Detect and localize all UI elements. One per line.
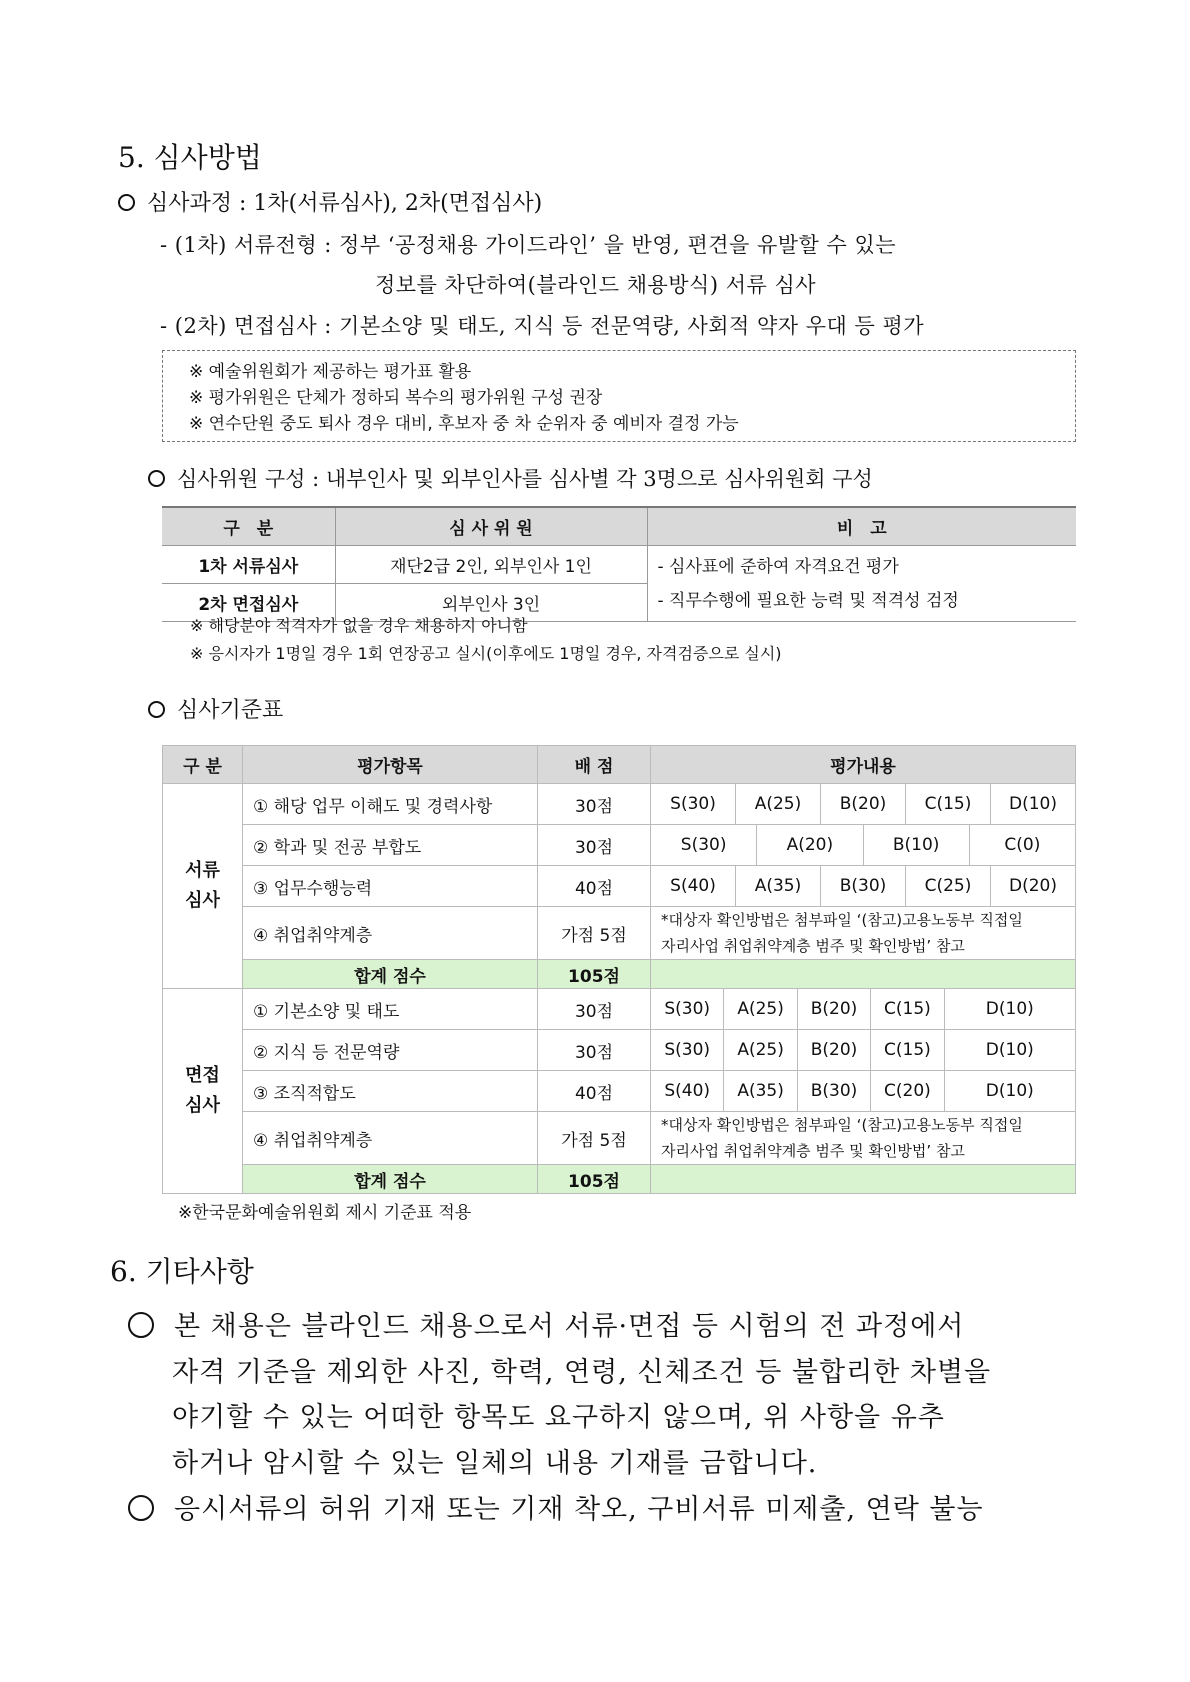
criteria-score: 30점 — [538, 825, 651, 866]
committee-header-remarks: 비 고 — [647, 507, 1076, 546]
process-heading-text: 심사과정 : 1차(서류심사), 2차(면접심사) — [147, 191, 543, 216]
hollow-bullet-icon — [118, 194, 135, 211]
criteria-item: ② 지식 등 전문역량 — [243, 1030, 538, 1071]
criteria-header-score: 배 점 — [538, 746, 651, 784]
committee-header-members: 심 사 위 원 — [335, 507, 647, 546]
remark-line: - 직무수행에 필요한 능력 및 적격성 검정 — [657, 590, 959, 611]
committee-heading-text: 심사위원 구성 : 내부인사 및 외부인사를 심사별 각 3명으로 심사위원회 구성 — [177, 467, 873, 491]
sum-label: 합계 점수 — [243, 1165, 538, 1194]
criteria-item: ④ 취업취약계층 — [243, 1112, 538, 1165]
criteria-score: 30점 — [538, 989, 651, 1030]
criteria-heading-text: 심사기준표 — [177, 698, 284, 723]
paragraph-1-line: 자격 기준을 제외한 사진, 학력, 연령, 신체조건 등 불합리한 차별을 — [172, 1357, 992, 1388]
section-5-title: 5. 심사방법 — [118, 141, 262, 174]
grade-cell: A(35) — [724, 1071, 797, 1111]
grade-cell: D(10) — [985, 1040, 1034, 1060]
remark-line: - 심사표에 준하여 자격요건 평가 — [657, 556, 899, 577]
paragraph-1-line: 하거나 암시할 수 있는 일체의 내용 기재를 금합니다. — [172, 1448, 818, 1479]
committee-members: 외부인사 3인 — [335, 584, 647, 622]
grade-cell: B(20) — [798, 1030, 871, 1070]
criteria-grades — [651, 1030, 1076, 1071]
grade-cell: C(0) — [1004, 835, 1041, 855]
grade-cell: B(10) — [864, 825, 970, 865]
committee-note: ※ 해당분야 적격자가 없을 경우 채용하지 아니함 — [190, 616, 528, 635]
committee-header-category: 구 분 — [162, 507, 335, 546]
grade-cell: A(25) — [736, 784, 821, 824]
sum-empty — [651, 1165, 1076, 1194]
note-item: ※ 예술위원회가 제공하는 평가표 활용 — [189, 362, 472, 382]
paragraph-2-line — [128, 1487, 984, 1526]
grade-cell: D(20) — [1009, 876, 1057, 896]
hollow-bullet-icon — [148, 470, 165, 487]
section-6-title: 6. 기타사항 — [110, 1255, 254, 1288]
criteria-item: ① 해당 업무 이해도 및 경력사항 — [243, 784, 538, 825]
criteria-grades — [651, 784, 1076, 825]
criteria-score: 30점 — [538, 1030, 651, 1071]
grade-cell: D(10) — [1009, 794, 1057, 814]
criteria-score: 40점 — [538, 866, 651, 907]
hollow-circle-bullet-icon — [128, 1312, 154, 1338]
memo-line: *대상자 확인방법은 첨부파일 ‘(참고)고용노동부 직접일 — [661, 1116, 1023, 1134]
memo-line: 자리사업 취업취약계층 범주 및 확인방법’ 참고 — [661, 1142, 965, 1160]
notes-box — [162, 350, 1076, 442]
criteria-grades — [651, 1071, 1076, 1112]
sum-empty — [651, 960, 1076, 989]
criteria-score: 가점 5점 — [538, 1112, 651, 1165]
criteria-score: 40점 — [538, 1071, 651, 1112]
criteria-table — [162, 745, 1076, 1194]
memo-line: *대상자 확인방법은 첨부파일 ‘(참고)고용노동부 직접일 — [661, 911, 1023, 929]
grade-cell: S(40) — [651, 866, 736, 906]
grade-cell: B(20) — [798, 989, 871, 1029]
sum-label: 합계 점수 — [243, 960, 538, 989]
grade-cell: S(30) — [651, 825, 757, 865]
grade-cell: A(25) — [724, 989, 797, 1029]
group-document-screening: 서류 심사 — [163, 784, 243, 989]
paragraph-1-line: 야기할 수 있는 어떠한 항목도 요구하지 않으며, 위 사항을 유추 — [172, 1402, 945, 1433]
grade-cell: D(10) — [985, 1081, 1034, 1101]
paragraph-1-line — [128, 1304, 964, 1343]
grade-cell: D(10) — [985, 999, 1034, 1019]
grade-cell: C(15) — [906, 784, 991, 824]
grade-cell: B(30) — [821, 866, 906, 906]
grade-cell: B(20) — [821, 784, 906, 824]
step1-line2: 정보를 차단하여(블라인드 채용방식) 서류 심사 — [375, 273, 817, 297]
note-item: ※ 연수단원 중도 퇴사 경우 대비, 후보자 중 차 순위자 중 예비자 결정 가능 — [189, 414, 739, 434]
hollow-bullet-icon — [148, 701, 165, 718]
grade-cell: S(30) — [651, 989, 724, 1029]
criteria-memo — [651, 1112, 1076, 1165]
grade-cell: C(15) — [871, 989, 944, 1029]
paragraph-1-text: 본 채용은 블라인드 채용으로서 서류·면접 등 시험의 전 과정에서 — [174, 1311, 965, 1342]
sum-value: 105점 — [538, 1165, 651, 1194]
committee-remarks — [647, 546, 1076, 622]
committee-members: 재단2급 2인, 외부인사 1인 — [335, 546, 647, 584]
committee-table — [162, 506, 1076, 622]
grade-cell: C(20) — [871, 1071, 944, 1111]
hollow-circle-bullet-icon — [128, 1495, 154, 1521]
memo-line: 자리사업 취업취약계층 범주 및 확인방법’ 참고 — [661, 937, 965, 955]
committee-heading — [148, 463, 873, 493]
criteria-item: ④ 취업취약계층 — [243, 907, 538, 960]
grade-cell: S(30) — [651, 784, 736, 824]
criteria-item: ③ 업무수행능력 — [243, 866, 538, 907]
grade-cell: A(20) — [757, 825, 863, 865]
criteria-item: ① 기본소양 및 태도 — [243, 989, 538, 1030]
step1-line1: - (1차) 서류전형 : 정부 ‘공정채용 가이드라인’ 을 반영, 편견을 유발할 수 있는 — [160, 233, 897, 257]
step2-line: - (2차) 면접심사 : 기본소양 및 태도, 지식 등 전문역량, 사회적 약자 우대 등 평가 — [160, 314, 925, 338]
grade-cell: S(30) — [651, 1030, 724, 1070]
criteria-heading — [148, 693, 283, 724]
criteria-memo — [651, 907, 1076, 960]
committee-stage: 2차 면접심사 — [162, 584, 335, 622]
committee-note: ※ 응시자가 1명일 경우 1회 연장공고 실시(이후에도 1명일 경우, 자격검증으로 실시) — [190, 644, 782, 663]
committee-stage: 1차 서류심사 — [162, 546, 335, 584]
criteria-grades — [651, 989, 1076, 1030]
note-item: ※ 평가위원은 단체가 정하되 복수의 평가위원 구성 권장 — [189, 388, 603, 408]
criteria-item: ③ 조직적합도 — [243, 1071, 538, 1112]
criteria-item: ② 학과 및 전공 부합도 — [243, 825, 538, 866]
grade-cell: B(30) — [798, 1071, 871, 1111]
process-heading — [118, 186, 542, 217]
criteria-score: 30점 — [538, 784, 651, 825]
paragraph-2-text: 응시서류의 허위 기재 또는 기재 착오, 구비서류 미제출, 연락 불능 — [174, 1494, 984, 1525]
grade-cell: S(40) — [651, 1071, 724, 1111]
criteria-header-category: 구 분 — [163, 746, 243, 784]
criteria-header-item: 평가항목 — [243, 746, 538, 784]
criteria-score: 가점 5점 — [538, 907, 651, 960]
grade-cell: C(15) — [871, 1030, 944, 1070]
criteria-grades — [651, 825, 1076, 866]
grade-cell: C(25) — [906, 866, 991, 906]
sum-value: 105점 — [538, 960, 651, 989]
criteria-note: ※한국문화예술위원회 제시 기준표 적용 — [178, 1203, 472, 1223]
group-interview: 면접 심사 — [163, 989, 243, 1194]
criteria-header-content: 평가내용 — [651, 746, 1076, 784]
grade-cell: A(25) — [724, 1030, 797, 1070]
grade-cell: A(35) — [736, 866, 821, 906]
criteria-grades — [651, 866, 1076, 907]
